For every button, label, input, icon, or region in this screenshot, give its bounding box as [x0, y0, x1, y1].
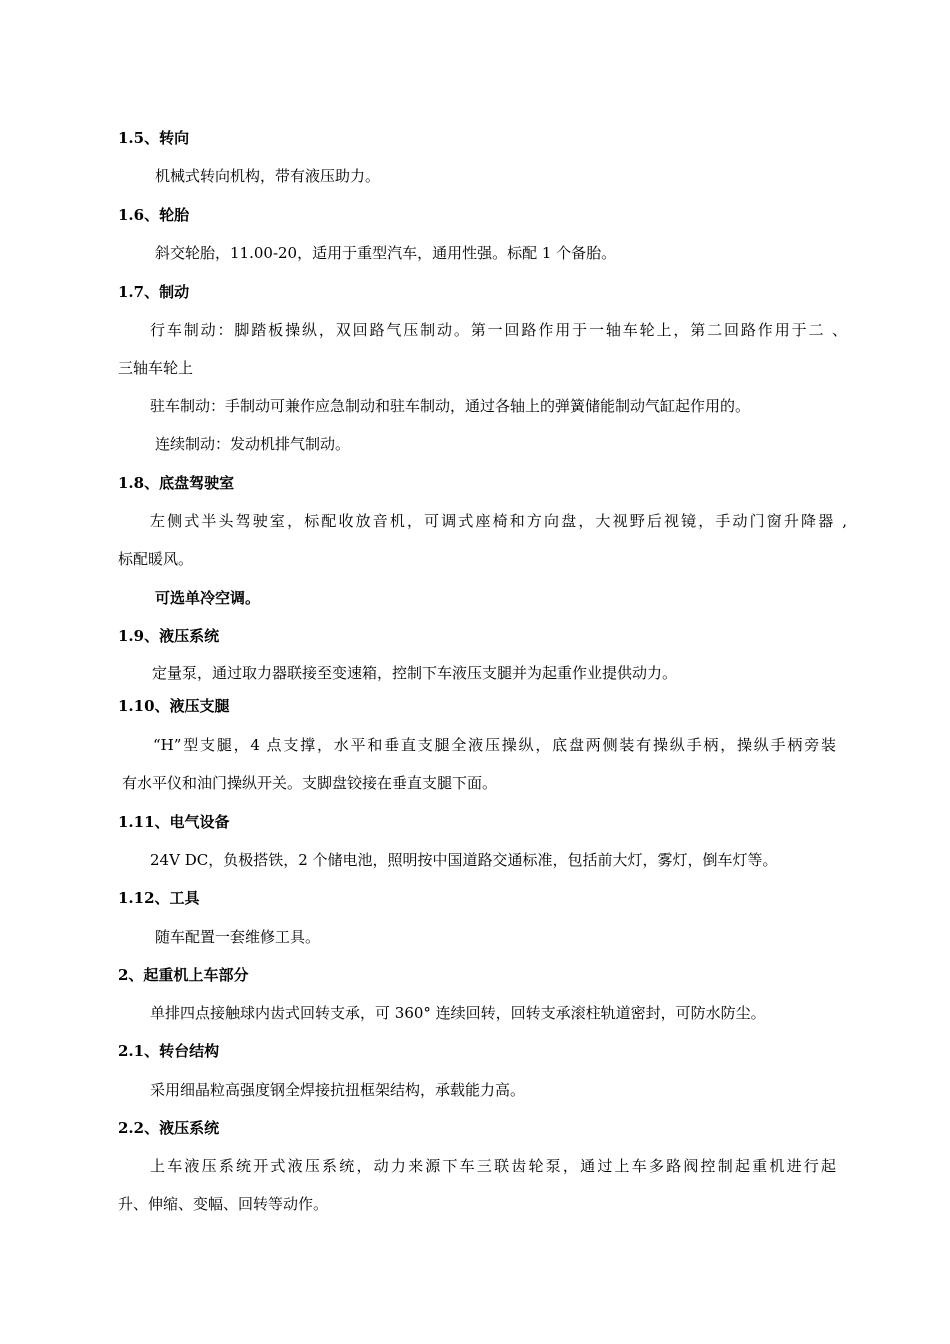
paragraph-line: 左侧式半头驾驶室，标配收放音机，可调式座椅和方向盘，大视野后视镜，手动门窗升降器 , [150, 512, 847, 530]
paragraph-line: 有水平仪和油门操纵开关。支脚盘铰接在垂直支腿下面。 [122, 774, 498, 792]
paragraph-line: 三轴车轮上 [118, 359, 194, 377]
paragraph-line: 斜交轮胎，11.00-20，适用于重型汽车，通用性强。标配 1 个备胎。 [155, 244, 617, 262]
section-heading: 1.9、液压系统 [118, 627, 220, 645]
paragraph-line: 标配暖风。 [118, 550, 194, 568]
section-heading: 1.12、工具 [118, 889, 200, 907]
section-heading: 2.1、转台结构 [118, 1042, 220, 1060]
paragraph-line: 行车制动：脚踏板操纵，双回路气压制动。第一回路作用于一轴车轮上，第二回路作用于二 、 [150, 321, 847, 339]
paragraph-line: 上车液压系统开式液压系统，动力来源下车三联齿轮泵，通过上车多路阀控制起重机进行起 [150, 1157, 836, 1175]
section-heading: 1.6、轮胎 [118, 206, 190, 224]
paragraph-line: 单排四点接触球内齿式回转支承，可 360° 连续回转，回转支承滚柱轨道密封，可防水防尘。 [150, 1004, 766, 1022]
paragraph-line: 定量泵，通过取力器联接至变速箱，控制下车液压支腿并为起重作业提供动力。 [152, 664, 678, 682]
paragraph-line: 随车配置一套维修工具。 [155, 928, 321, 946]
paragraph-line: “H”型支腿，4 点支撑，水平和垂直支腿全液压操纵，底盘两侧装有操纵手柄，操纵手柄旁装 [153, 736, 836, 754]
section-heading: 1.11、电气设备 [118, 813, 230, 831]
section-heading: 1.5、转向 [118, 129, 190, 147]
paragraph-line: 机械式转向机构，带有液压助力。 [155, 167, 381, 185]
paragraph-line: 连续制动：发动机排气制动。 [155, 435, 351, 453]
section-heading: 1.8、底盘驾驶室 [118, 474, 235, 492]
paragraph-line: 升、伸缩、变幅、回转等动作。 [118, 1195, 329, 1213]
paragraph-line: 可选单冷空调。 [155, 589, 261, 607]
section-heading: 2、起重机上车部分 [118, 966, 249, 984]
paragraph-line: 24V DC，负极搭铁，2 个储电池，照明按中国道路交通标准，包括前大灯，雾灯，倒车灯等。 [150, 851, 778, 869]
section-heading: 2.2、液压系统 [118, 1119, 220, 1137]
section-heading: 1.10、液压支腿 [118, 697, 230, 715]
paragraph-line: 采用细晶粒高强度钢全焊接抗扭框架结构，承载能力高。 [150, 1081, 526, 1099]
section-heading: 1.7、制动 [118, 283, 190, 301]
paragraph-line: 驻车制动：手制动可兼作应急制动和驻车制动，通过各轴上的弹簧储能制动气缸起作用的。 [150, 397, 751, 415]
